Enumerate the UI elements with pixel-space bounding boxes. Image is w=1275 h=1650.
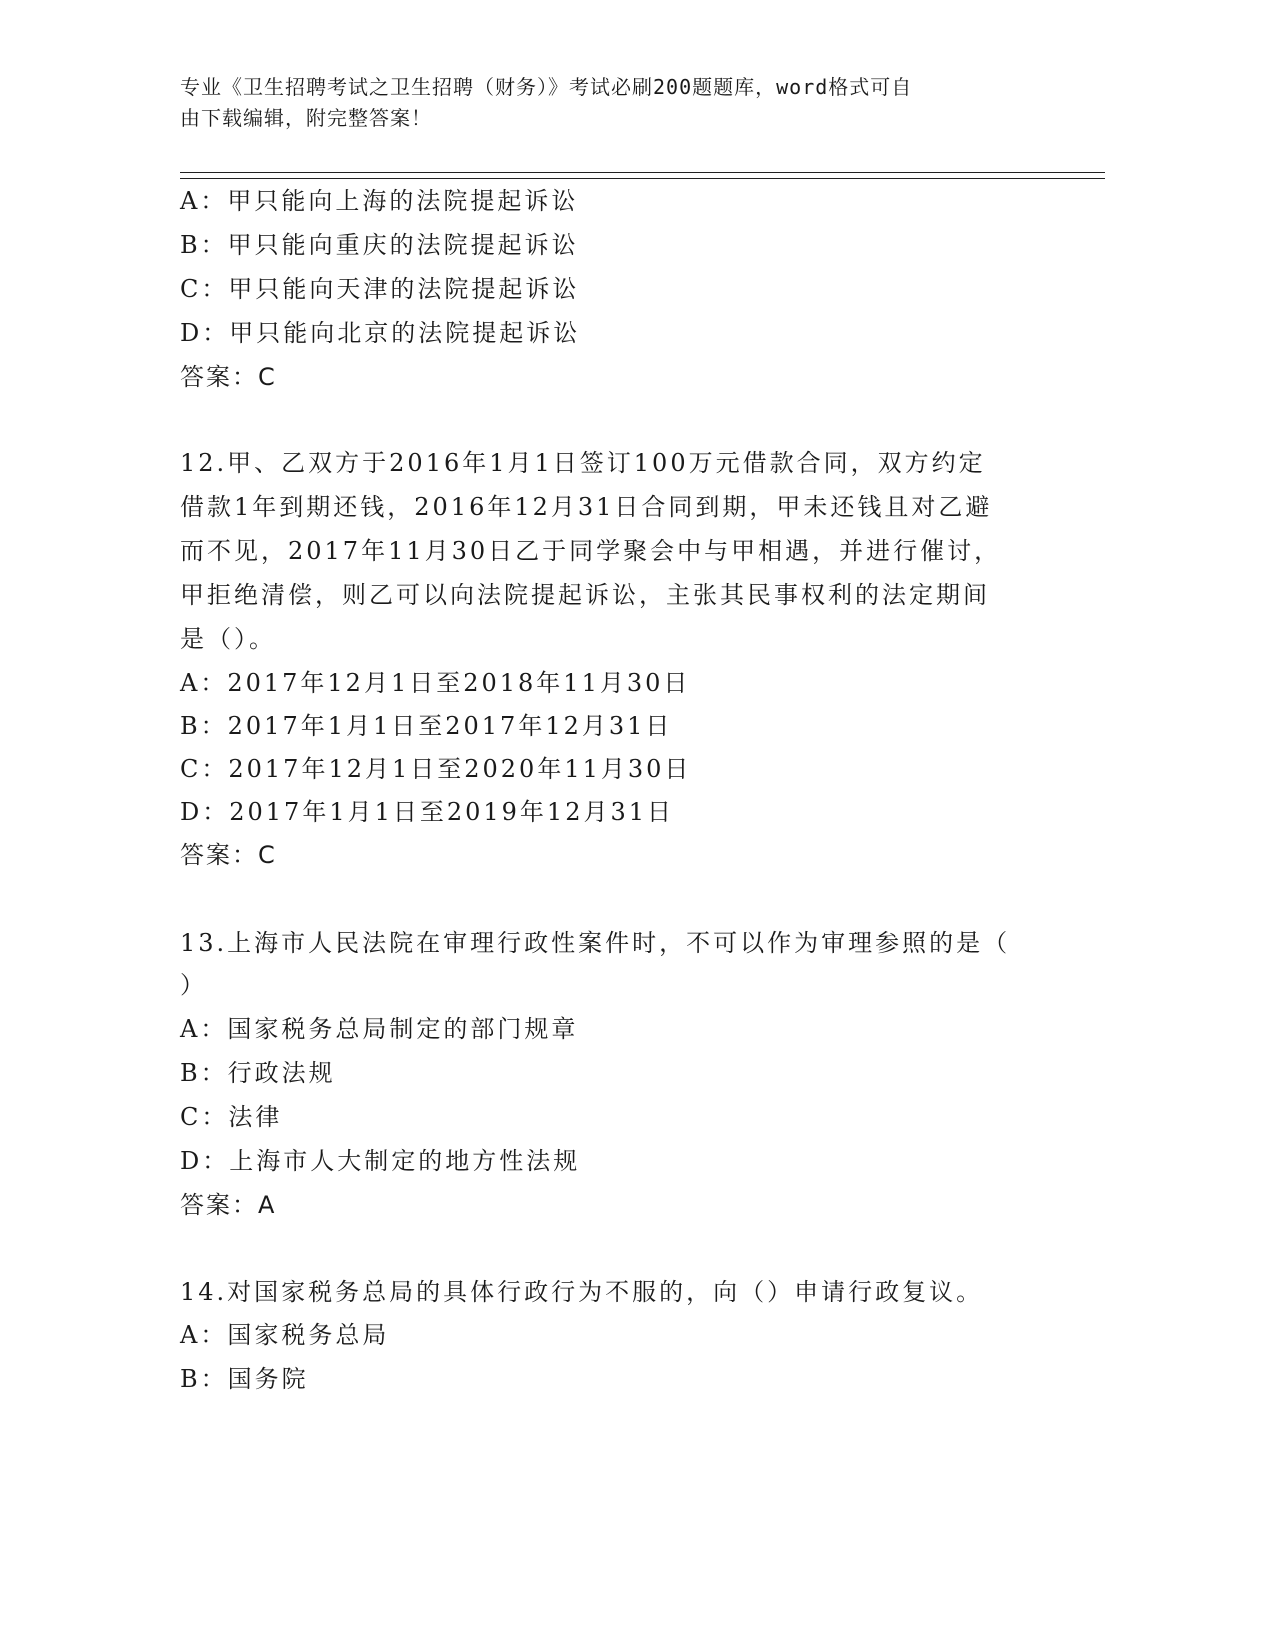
- q12-answer: 答案：C: [180, 841, 277, 869]
- q14-stem-line: 14.对国家税务总局的具体行政行为不服的，向（）申请行政复议。: [180, 1278, 984, 1306]
- q11-option-d: D：甲只能向北京的法院提起诉讼: [180, 319, 581, 347]
- q13-option-c: C：法律: [180, 1103, 283, 1131]
- q14-option-a: A：国家税务总局: [180, 1321, 390, 1349]
- q12-stem-line: 甲拒绝清偿，则乙可以向法院提起诉讼，主张其民事权利的法定期间: [180, 581, 990, 609]
- q13-option-d: D：上海市人大制定的地方性法规: [180, 1147, 581, 1175]
- q12-stem-line: 是（）。: [180, 625, 276, 653]
- header-title-line-1: 专业《卫生招聘考试之卫生招聘（财务）》考试必刷200题题库，word格式可自: [180, 75, 913, 99]
- q13-stem-line: ）: [180, 971, 207, 999]
- q13-answer: 答案：A: [180, 1191, 277, 1219]
- q11-answer: 答案：C: [180, 363, 277, 391]
- header-title-line-2: 由下载编辑，附完整答案！: [180, 106, 432, 130]
- q13-option-b: B：行政法规: [180, 1059, 336, 1087]
- q12-stem-line: 而不见，2017年11月30日乙于同学聚会中与甲相遇，并进行催讨，: [180, 537, 1002, 565]
- q11-option-b: B：甲只能向重庆的法院提起诉讼: [180, 231, 579, 259]
- header-divider-top: [180, 172, 1105, 173]
- q11-option-a: A：甲只能向上海的法院提起诉讼: [180, 187, 579, 215]
- q14-option-b: B：国务院: [180, 1365, 309, 1393]
- q12-option-d: D：2017年1月1日至2019年12月31日: [180, 798, 675, 826]
- q12-option-a: A：2017年12月1日至2018年11月30日: [180, 669, 691, 697]
- q12-option-b: B：2017年1月1日至2017年12月31日: [180, 712, 673, 740]
- q13-option-a: A：国家税务总局制定的部门规章: [180, 1015, 579, 1043]
- q12-stem-line: 借款1年到期还钱，2016年12月31日合同到期，甲未还钱且对乙避: [180, 493, 993, 521]
- document-header: [180, 72, 1030, 134]
- header-divider-bottom: [180, 178, 1105, 179]
- q13-stem-line: 13.上海市人民法院在审理行政性案件时，不可以作为审理参照的是（: [180, 929, 1011, 957]
- q12-stem-line: 12.甲、乙双方于2016年1月1日签订100万元借款合同，双方约定: [180, 449, 986, 477]
- q12-option-c: C：2017年12月1日至2020年11月30日: [180, 755, 692, 783]
- q11-option-c: C：甲只能向天津的法院提起诉讼: [180, 275, 580, 303]
